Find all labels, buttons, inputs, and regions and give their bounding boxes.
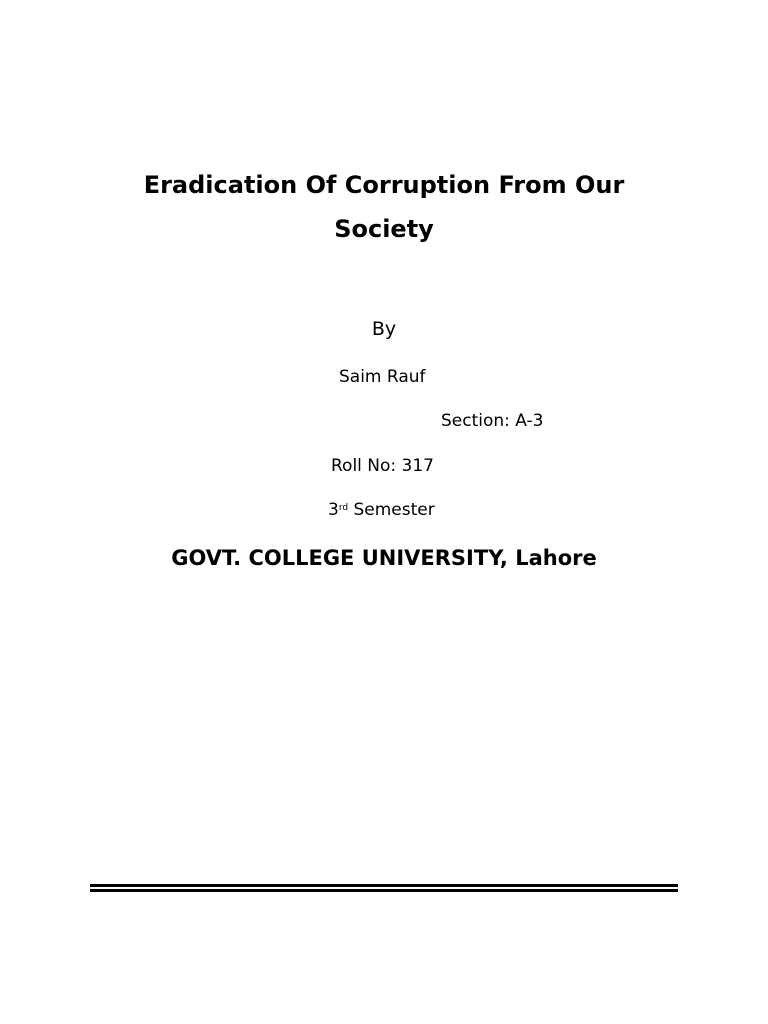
author-name: Saim Rauf xyxy=(339,367,426,387)
section-label: Section: A-3 xyxy=(441,411,544,431)
semester-label xyxy=(328,499,435,521)
semester-number: 3 xyxy=(328,500,339,520)
document-title-line-2: Society xyxy=(334,215,434,243)
double-rule-bottom xyxy=(90,889,678,892)
semester-ordinal-suffix: rd xyxy=(338,503,349,513)
university-name: GOVT. COLLEGE UNIVERSITY, Lahore xyxy=(171,546,597,570)
document-title-line-1: Eradication Of Corruption From Our xyxy=(143,171,625,199)
semester-text: Semester xyxy=(348,500,435,520)
roll-number: Roll No: 317 xyxy=(331,456,434,476)
by-label: By xyxy=(371,318,397,340)
double-rule-top xyxy=(90,884,678,887)
